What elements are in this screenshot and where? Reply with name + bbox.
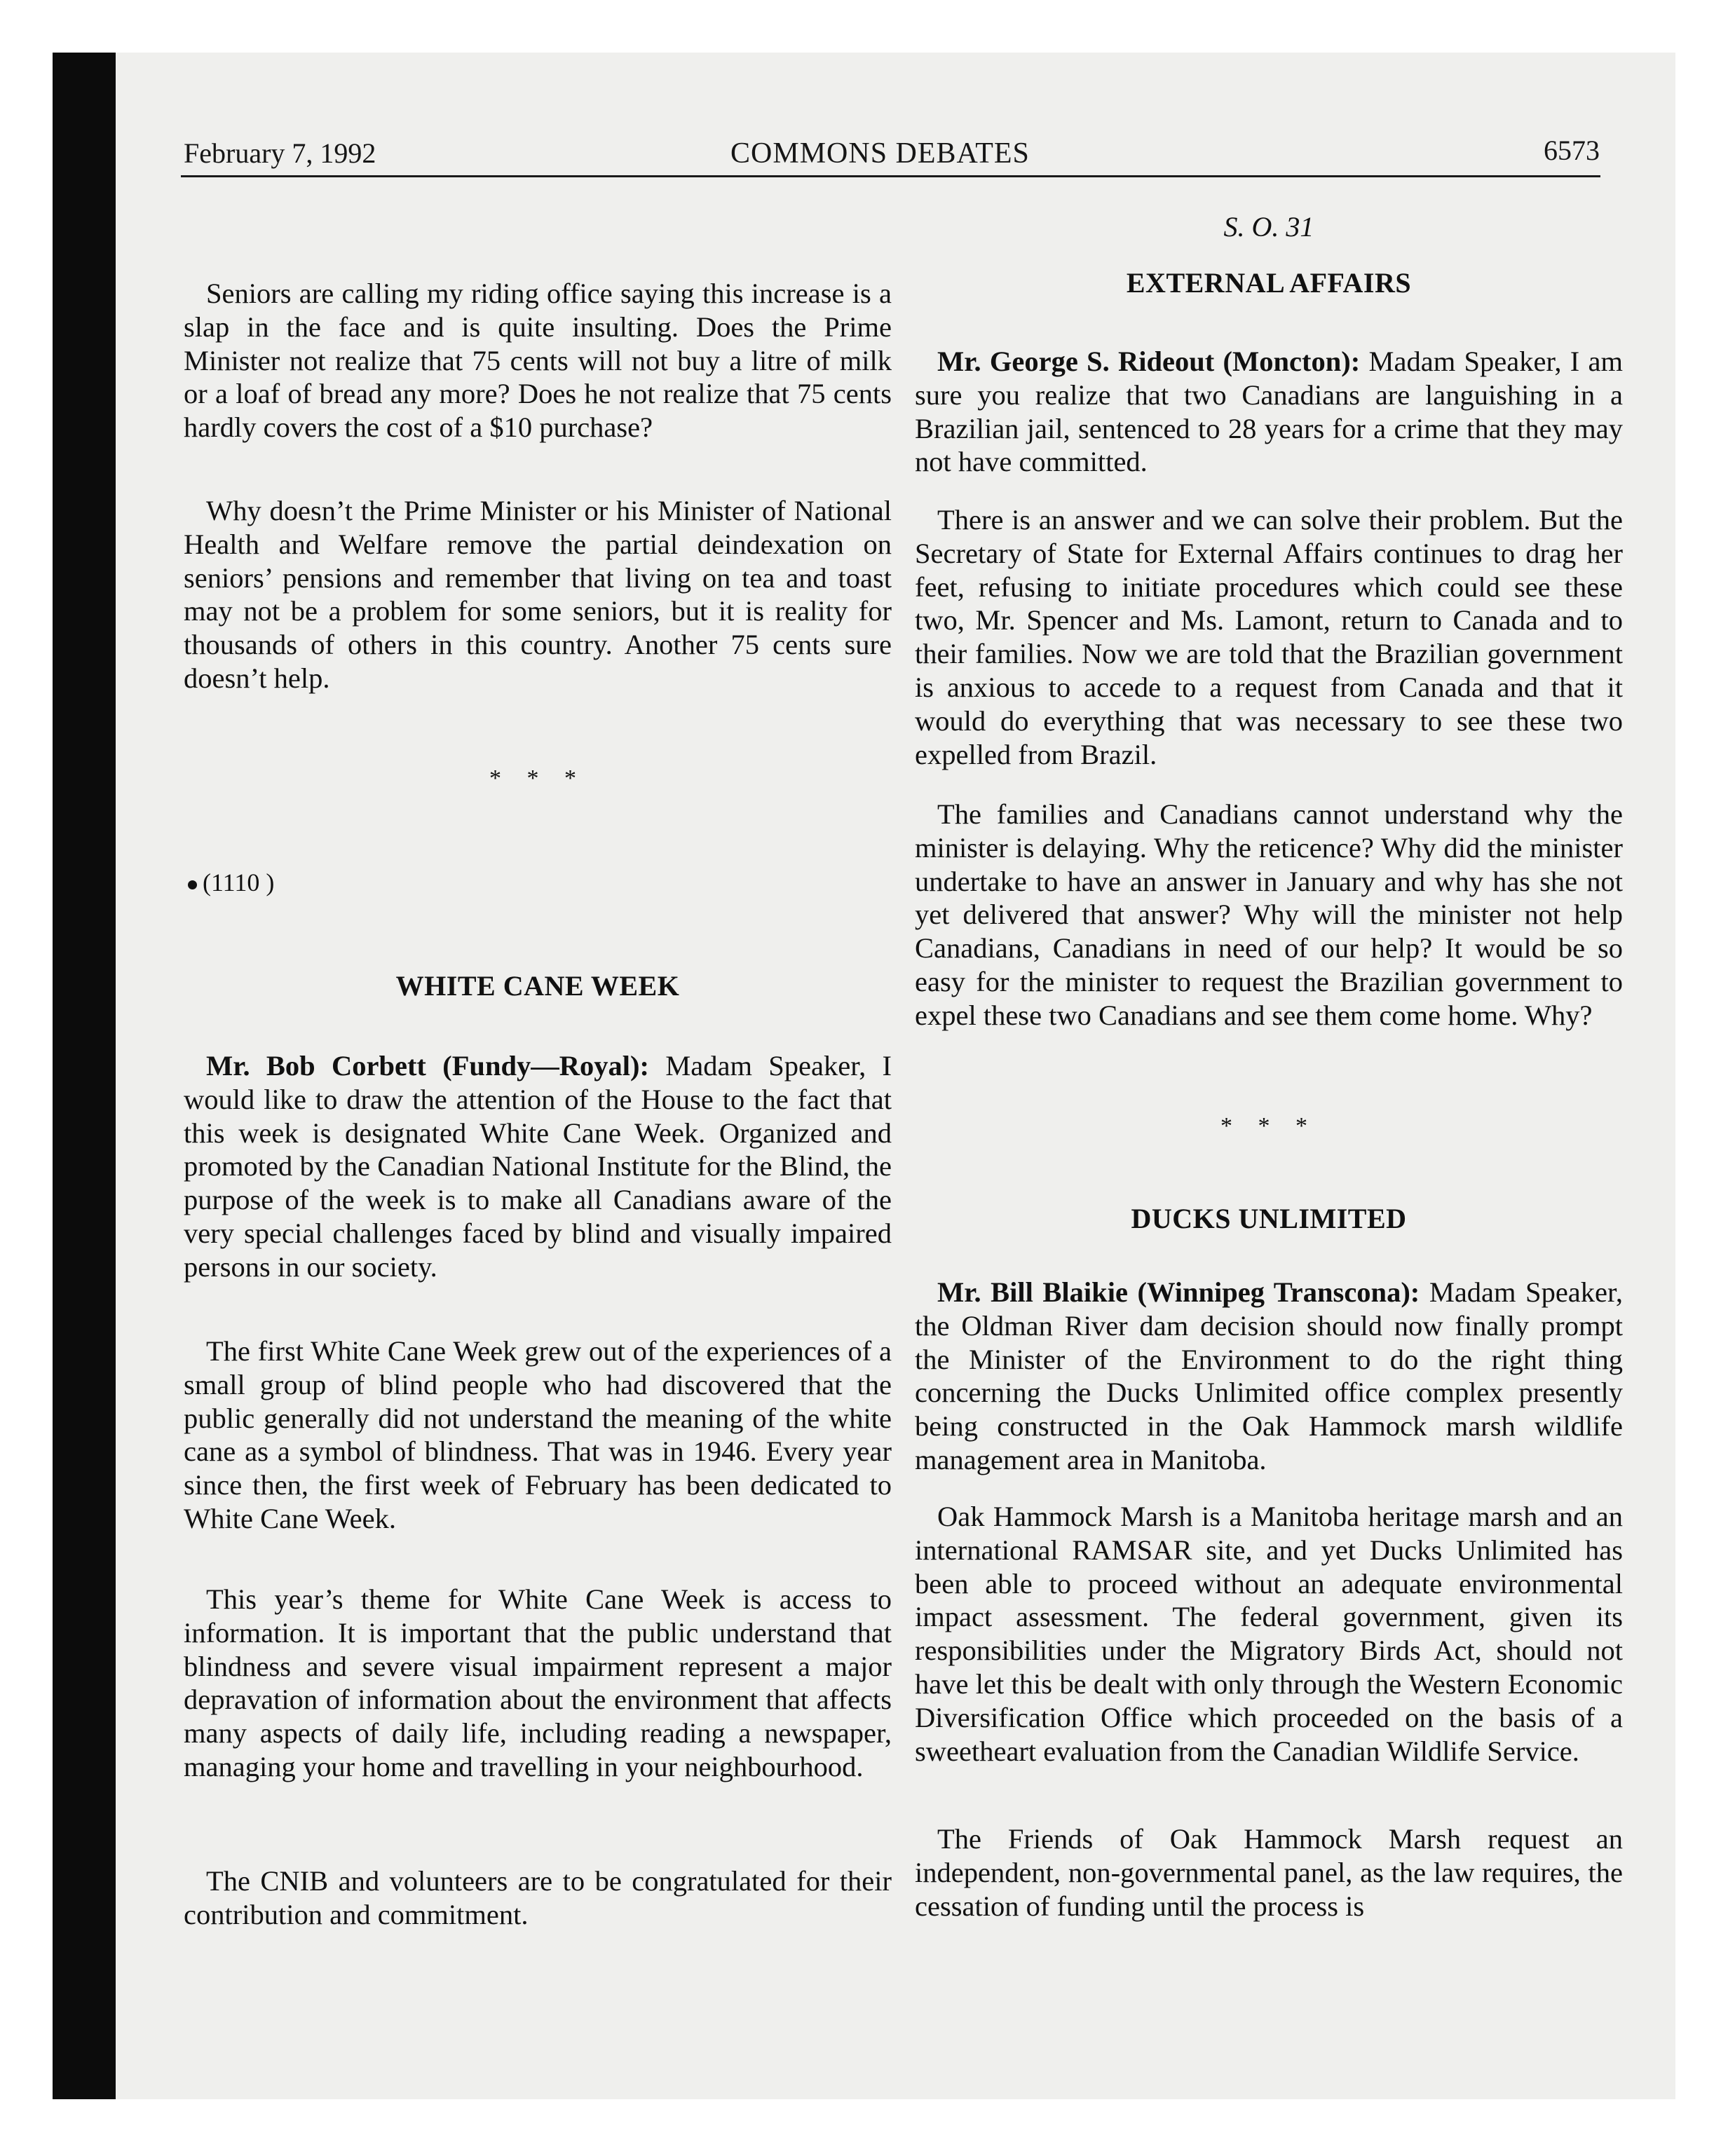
left-paragraph-6: The CNIB and volunteers are to be congratulated for their contribution and commitment. (184, 1865, 892, 1930)
right-paragraph-1: Mr. George S. Rideout (Moncton): Madam Speaker, I am sure you realize that two Canadians are languishing in a Brazilian jail, sentenced to 28 years for a crime that they may not have committed. (915, 346, 1623, 478)
right-paragraph-5: Oak Hammock Marsh is a Manitoba heritage marsh and an international RAMSAR site, and yet Ducks Unlimited has been able to proceed without an adequate environmental impact assessment. The federal government, given its responsibilities under the Migratory Birds Act, should not have let this be dealt with only through the Western Economic Diversification Office which proceeded on the basis of a sweetheart evaluation from the Canadian Wildlife Service. (915, 1501, 1623, 1767)
speaker-name: Mr. Bob Corbett (Fundy—Royal): (206, 1050, 649, 1082)
right-paragraph-4: Mr. Bill Blaikie (Winnipeg Transcona): Madam Speaker, the Oldman River dam decision should now finally prompt the Minister of the Environment to do the right thing concerning the Ducks Unlimited office complex presently being constructed in the Oak Hammock marsh wildlife management area in Manitoba. (915, 1276, 1623, 1475)
timestamp-text: (1110 ) (203, 868, 275, 896)
header-rule (181, 175, 1600, 177)
right-paragraph-3: The families and Canadians cannot understand why the minister is delaying. Why the reticence? Why did the minister undertake to have an answer in January and why has she not yet delivered that answer? Why will the minister not help Canadians, Canadians in need of our help? It would be so easy for the minister to request the Brazilian government to expel these two Canadians and see them come home. Why? (915, 798, 1623, 1031)
heading-external-affairs: EXTERNAL AFFAIRS (1126, 267, 1412, 299)
left-paragraph-5: This year’s theme for White Cane Week is access to information. It is important that the public understand that blindness and severe visual impairment represent a major depravation of information about the environment that affects many aspects of daily life, including reading a newspaper, managing your home and travelling in your neighbourhood. (184, 1583, 892, 1782)
left-paragraph-2: Why doesn’t the Prime Minister or his Minister of National Health and Welfare remove the partial deindexation on seniors’ pensions and remember that living on tea and toast may not be a problem for some seniors, but it is reality for thousands of others in this country. Another 75 cents sure doesn’t help. (184, 495, 892, 694)
standing-order-label: S. O. 31 (1223, 211, 1314, 243)
heading-ducks-unlimited: DUCKS UNLIMITED (1131, 1203, 1407, 1234)
timestamp-marker (188, 868, 274, 897)
header-date: February 7, 1992 (184, 137, 376, 169)
heading-white-cane-week: WHITE CANE WEEK (395, 970, 680, 1002)
speaker-name: Mr. Bill Blaikie (Winnipeg Transcona): (937, 1276, 1420, 1308)
right-paragraph-2: There is an answer and we can solve their problem. But the Secretary of State for External Affairs continues to drag her feet, refusing to initiate procedures which could see these two, Mr. Spencer and Ms. Lamont, return to Canada and to their families. Now we are told that the Brazilian government is anxious to accede to a request from Canada and that it would do everything that was necessary to see these two expelled from Brazil. (915, 504, 1623, 770)
right-paragraph-6: The Friends of Oak Hammock Marsh request an independent, non-governmental panel, as the law requires, the cessation of funding until the process is (915, 1823, 1623, 1922)
bullet-dot-icon (188, 880, 197, 889)
left-paragraph-4: The first White Cane Week grew out of the experiences of a small group of blind people who had discovered that the public generally did not understand the meaning of the white cane as a symbol of blindness. That was in 1946. Every year since then, the first week of February has been dedicated to White Cane Week. (184, 1335, 892, 1534)
page-header (184, 137, 1600, 179)
left-paragraph-3: Mr. Bob Corbett (Fundy—Royal): Madam Speaker, I would like to draw the attention of the House to the fact that this week is designated White Cane Week. Organized and promoted by the Canadian National Institute for the Blind, the purpose of the week is to make all Canadians aware of the very special challenges faced by blind and visually impaired persons in our society. (184, 1050, 892, 1283)
header-page-number: 6573 (1544, 135, 1600, 166)
section-separator-right: * * * (1220, 1113, 1317, 1139)
speaker-name: Mr. George S. Rideout (Moncton): (937, 346, 1361, 377)
left-paragraph-1: Seniors are calling my riding office saying this increase is a slap in the face and is quite insulting. Does the Prime Minister not realize that 75 cents will not buy a litre of milk or a loaf of bread any more? Does he not realize that 75 cents hardly covers the cost of a $10 purchase? (184, 278, 892, 444)
header-publication-title: COMMONS DEBATES (730, 137, 1030, 170)
scan-edge-shadow (53, 53, 116, 2099)
section-separator-left: * * * (489, 765, 586, 791)
